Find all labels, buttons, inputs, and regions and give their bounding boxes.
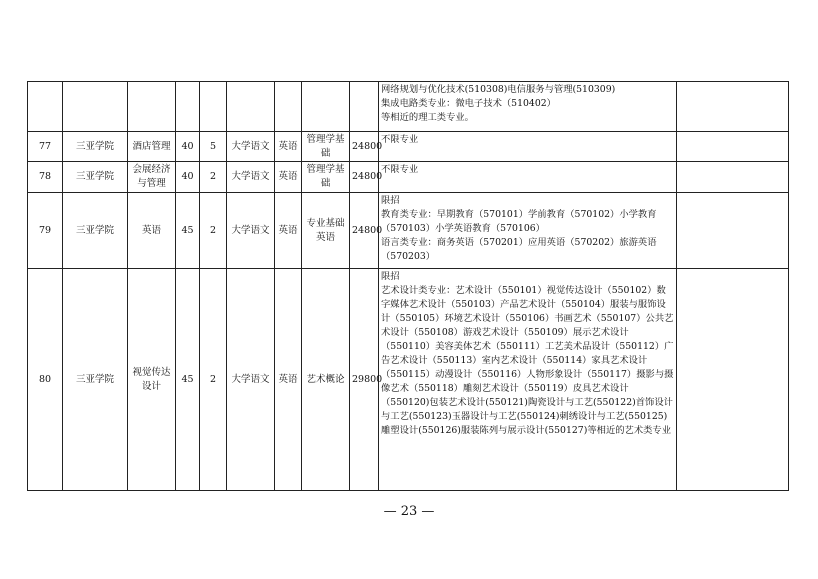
cell-school: 三亚学院 (63, 193, 128, 269)
table-row-continuation (28, 82, 789, 132)
cell-subject2: 英语 (275, 193, 302, 269)
cell-count: 2 (200, 193, 227, 269)
cell-subject1: 大学语文 (227, 269, 275, 491)
admission-table (27, 81, 789, 491)
cell-fee: 24800 (350, 132, 379, 162)
cell-remarks (677, 82, 789, 132)
cell-major (128, 82, 176, 132)
cell-subject1: 大学语文 (227, 193, 275, 269)
cell-major: 英语 (128, 193, 176, 269)
cell-subject2: 英语 (275, 132, 302, 162)
cell-fee: 29800 (350, 269, 379, 491)
cell-major: 会展经济与管理 (128, 162, 176, 193)
cell-subject3: 艺术概论 (302, 269, 350, 491)
cell-major: 酒店管理 (128, 132, 176, 162)
cell-requirements: 限招 艺术设计类专业：艺术设计（550101）视觉传达设计（550102）数字媒体艺术设计（550103）产品艺术设计（550104）服装与服饰设计（550105）环境艺术设计（550106）书画艺术（550107）公共艺术设计（550108）游戏艺术设计（550109）展示艺术设计（550110）美容美体艺术（550111）工艺美术品设计（550112）广告艺术设计（550113）室内艺术设计（550114）家具艺术设计（550115）动漫设计（550116）人物形象设计（550117）摄影与摄像艺术（550118）雕刻艺术设计（550119）皮具艺术设计（550120)包装艺术设计(550121)陶瓷设计与工艺(550122)首饰设计与工艺(550123)玉器设计与工艺(550124)刺绣设计与工艺(550125)雕塑设计(550126)服装陈列与展示设计(550127)等相近的艺术类专业 (379, 269, 677, 491)
cell-plan: 40 (176, 162, 200, 193)
table-row (28, 269, 789, 491)
cell-count: 2 (200, 269, 227, 491)
cell-plan: 45 (176, 269, 200, 491)
cell-school: 三亚学院 (63, 132, 128, 162)
cell-count: 5 (200, 132, 227, 162)
cell-count: 2 (200, 162, 227, 193)
cell-remarks (677, 132, 789, 162)
cell-major: 视觉传达设计 (128, 269, 176, 491)
cell-subject3: 管理学基础 (302, 132, 350, 162)
cell-requirements: 不限专业 (379, 162, 677, 193)
cell-no: 78 (28, 162, 63, 193)
cell-fee: 24800 (350, 162, 379, 193)
cell-no: 79 (28, 193, 63, 269)
cell-no: 77 (28, 132, 63, 162)
cell-fee (350, 82, 379, 132)
cell-remarks (677, 269, 789, 491)
cell-count (200, 82, 227, 132)
cell-subject2: 英语 (275, 162, 302, 193)
cell-fee: 24800 (350, 193, 379, 269)
cell-no (28, 82, 63, 132)
cell-school: 三亚学院 (63, 269, 128, 491)
cell-subject2 (275, 82, 302, 132)
cell-subject3: 专业基础英语 (302, 193, 350, 269)
cell-subject3: 管理学基础 (302, 162, 350, 193)
cell-requirements: 网络规划与优化技术(510308)电信服务与管理(510309) 集成电路类专业：微电子技术（510402） 等相近的理工类专业。 (379, 82, 677, 132)
cell-requirements: 限招 教育类专业：早期教育（570101）学前教育（570102）小学教育（570103）小学英语教育（570106） 语言类专业：商务英语（570201）应用英语（570202）旅游英语（570203） (379, 193, 677, 269)
cell-school: 三亚学院 (63, 162, 128, 193)
cell-subject3 (302, 82, 350, 132)
table-row (28, 132, 789, 162)
cell-plan (176, 82, 200, 132)
cell-subject1 (227, 82, 275, 132)
cell-subject1: 大学语文 (227, 132, 275, 162)
table-row (28, 162, 789, 193)
cell-requirements: 不限专业 (379, 132, 677, 162)
cell-no: 80 (28, 269, 63, 491)
table-row (28, 193, 789, 269)
page-number: — 23 — (383, 504, 435, 519)
cell-remarks (677, 162, 789, 193)
cell-plan: 40 (176, 132, 200, 162)
cell-school (63, 82, 128, 132)
cell-remarks (677, 193, 789, 269)
cell-plan: 45 (176, 193, 200, 269)
cell-subject1: 大学语文 (227, 162, 275, 193)
cell-subject2: 英语 (275, 269, 302, 491)
